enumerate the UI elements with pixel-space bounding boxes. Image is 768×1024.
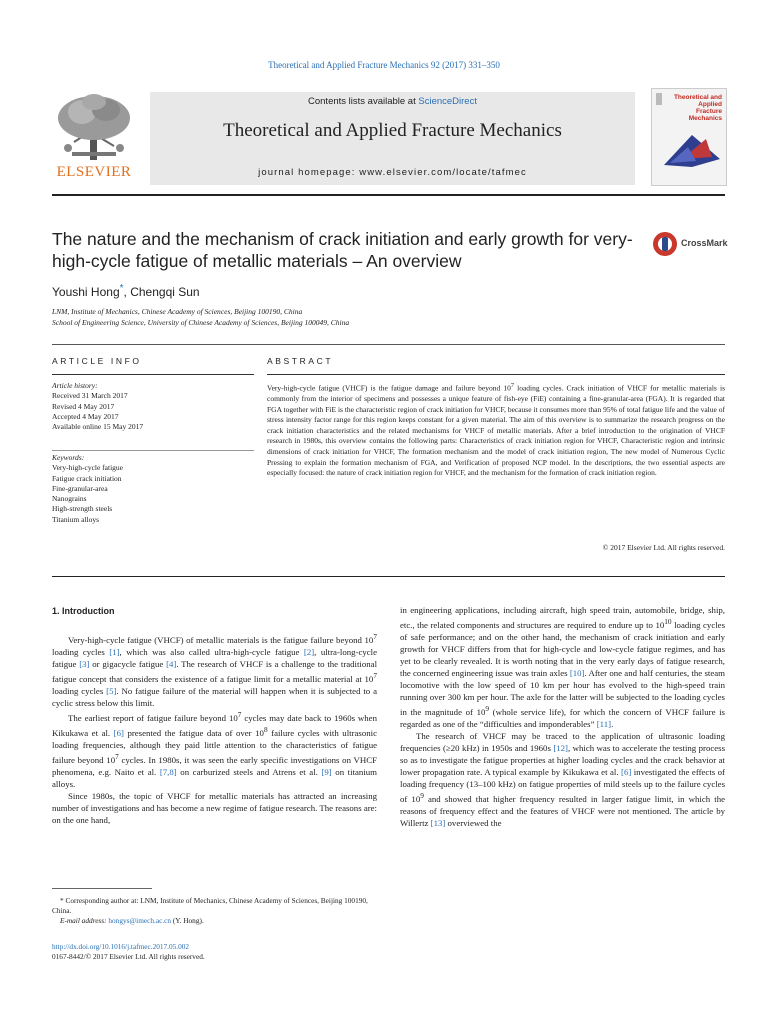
- title-rule: [52, 344, 725, 345]
- homepage-url[interactable]: www.elsevier.com/locate/tafmec: [359, 167, 527, 178]
- reference-link[interactable]: [3]: [79, 658, 90, 669]
- author-separator: ,: [123, 285, 131, 299]
- footnote-text: Corresponding author at: LNM, Institute of Mechanics, Chinese Academy of Sciences, Beijing 100190, China.: [52, 896, 368, 915]
- text-run: The research of VHCF may be traced to the application of ultrasonic loading frequencies (≥20 kHz) in 1950s and 1960s: [400, 730, 725, 753]
- history-item: Received 31 March 2017: [52, 391, 128, 401]
- text-run: , which was also called ultra-high-cycle fatigue: [119, 646, 304, 657]
- reference-link[interactable]: [6]: [621, 766, 632, 777]
- body-paragraph: [400, 730, 725, 829]
- cover-art: [662, 129, 722, 169]
- corresponding-author-mark[interactable]: *: [119, 283, 124, 294]
- front-matter-rule: [52, 576, 725, 577]
- journal-homepage: [150, 167, 635, 178]
- text-run: loading cycles: [52, 646, 110, 657]
- text-run: . The research of VHCF is a challenge to the traditional fatigue concept that considers the existence of a fatigue limit for a metallic material at 10: [52, 658, 378, 684]
- sciencedirect-link[interactable]: ScienceDirect: [418, 96, 477, 107]
- text-sup: 7: [115, 751, 119, 761]
- text-run: failure cycles with ultrasonic loading frequencies, although they paid little attention to the characteristics of fatigue failure beyond 10: [52, 727, 377, 765]
- history-item: Revised 4 May 2017: [52, 401, 115, 411]
- affiliation: School of Engineering Science, University of Chinese Academy of Sciences, Beijing 100049, China: [52, 318, 350, 327]
- elsevier-tree-logo[interactable]: [52, 92, 136, 169]
- text-run: Very-high-cycle fatigue (VHCF) of metallic materials is the fatigue failure beyond 10: [68, 634, 374, 645]
- keyword: Titanium alloys: [52, 514, 100, 524]
- keyword: Nanograins: [52, 494, 87, 504]
- cover-marker: [656, 93, 662, 105]
- footnote: [52, 896, 380, 926]
- footnote-mark: *: [60, 896, 64, 905]
- text-run: presented the fatigue data of over 10: [123, 727, 264, 738]
- text-run: , which was to accelerate the testing process so as to investigate the fatigue properties at higher loading cycles and the crack behavior at lower propagation rate. A typical example by Kikukawa et al.: [400, 742, 725, 777]
- journal-citation[interactable]: Theoretical and Applied Fracture Mechanics 92 (2017) 331–350: [268, 60, 500, 70]
- article-info-heading: ARTICLE INFO: [52, 356, 142, 366]
- reference-link[interactable]: [10]: [569, 667, 585, 678]
- text-sup: 10: [664, 617, 672, 626]
- keywords-rule: [52, 450, 254, 451]
- contents-prefix: Contents lists available at: [308, 96, 419, 107]
- text-run: , ultra-long-cycle fatigue: [52, 646, 378, 669]
- text-sup: 8: [263, 724, 268, 734]
- text-run: . No fatigue failure of the material will happen when it is subjected to a cyclic stress below this limit.: [52, 685, 378, 708]
- body-paragraph: [400, 604, 725, 730]
- issn-line: 0167-8442/© 2017 Elsevier Ltd. All rights reserved.: [52, 952, 205, 961]
- text-run: investigated the effects of loading frequency (13–100 kHz) on fatigue properties of mild steels up to the failure cycles of 10: [400, 766, 725, 804]
- abstract-sup: 7: [510, 382, 514, 389]
- text-run: loading cycles of safe performance; and on the other hand, the mechanism of crack initiation and early growth for VHCF differs from that for high-cycle and low-cycle fatigue regimes, and has yet to be clearly revealed. It is worth noting that in the very early days of fatigue research, the concerned engineering issue was train axles: [400, 619, 726, 678]
- text-sup: 7: [373, 632, 377, 641]
- body-column-left: [52, 631, 377, 826]
- header-rule: [52, 194, 725, 196]
- contents-line: [150, 96, 635, 107]
- reference-link[interactable]: [12]: [553, 742, 568, 753]
- doi-block: [52, 942, 205, 962]
- reference-link[interactable]: [6]: [113, 727, 124, 738]
- abstract-copyright: © 2017 Elsevier Ltd. All rights reserved.: [602, 543, 725, 552]
- text-sup: 7: [237, 709, 242, 719]
- history-item: Available online 15 May 2017: [52, 422, 144, 432]
- crossmark-label[interactable]: CrossMark: [681, 238, 728, 248]
- reference-link[interactable]: [4]: [166, 658, 177, 669]
- footnote-rule: [52, 888, 152, 889]
- text-run: cycles. In 1980s, it was seen the early specific investigations on VHCF phenomena, e.g. Naito et al.: [52, 754, 377, 777]
- reference-link[interactable]: [1]: [109, 646, 120, 657]
- body-paragraph: Since 1980s, the topic of VHCF for metallic materials has attracted an increasing number of investigations and has become a new regime of fatigue research. The reasons are: on the one hand,: [52, 790, 377, 825]
- author-name: Chengqi Sun: [130, 285, 200, 299]
- history-item: Accepted 4 May 2017: [52, 411, 119, 421]
- body-paragraph: [52, 631, 377, 709]
- text-sup: 9: [485, 703, 490, 713]
- abstract-part: loading cycles. Crack initiation of VHCF for metallic materials is commonly from the interior of specimens and possesses a unique feature of fish-eye (FiE) containing a fine-granular-area (FGA). It is regarded that FGA together with FiE is the characteristic region of crack initiation for VHCF, because it consumes more than 95% of total fatigue life and the value of stress intensity factor range for this region keeps constant for a given material. The aim of this overview is to summarize the research progress on the crack initiation characteristics and the related mechanisms for VHCF of metallic materials. After a brief introduction to the origination of VHCF research in 1980s, this overview contains the following parts: Characteristics of crack initiation region for VHCF, Characteristic region and intrinsic dimensions of crack initiation for VHCF, The formation mechanism and the model of crack initiation region, The new model of Numerous Cyclic Pressing to explain the formation mechanism of FGA, and Verification of proposed NCP model. In the descriptions, the two essential aspects are especially focused: the nature of crack initiation region for VHCF, and the mechanism for the formation of crack initiation region.: [267, 383, 725, 478]
- keyword: High-strength steels: [52, 504, 113, 514]
- affiliation: LNM, Institute of Mechanics, Chinese Academy of Sciences, Beijing 100190, China: [52, 307, 303, 316]
- abstract-heading: ABSTRACT: [267, 356, 334, 366]
- keyword: Fatigue crack initiation: [52, 473, 122, 483]
- text-run: overviewed the: [445, 817, 502, 828]
- article-history: [52, 381, 143, 432]
- text-run: .: [611, 718, 614, 729]
- text-sup: 9: [420, 790, 424, 800]
- author-list: [52, 283, 200, 299]
- reference-link[interactable]: [7,8]: [159, 766, 177, 777]
- reference-link[interactable]: [13]: [430, 817, 446, 828]
- journal-title: Theoretical and Applied Fracture Mechanics: [223, 120, 562, 141]
- crossmark-icon[interactable]: [652, 231, 678, 262]
- email-suffix: (Y. Hong).: [171, 916, 204, 925]
- abstract-rule: [267, 374, 725, 375]
- email-line: [52, 916, 380, 926]
- email-link[interactable]: hongys@imech.ac.cn: [108, 916, 172, 925]
- text-run: on carburized steels and Atrens et al.: [176, 766, 322, 777]
- homepage-label: journal homepage:: [258, 167, 360, 178]
- keyword: Fine-granular-area: [52, 483, 108, 493]
- keywords: [52, 453, 123, 525]
- text-run: in engineering applications, including aircraft, high speed train, automobile, bridge, ship, etc., the related components and structures are required to endure up to 10: [400, 605, 725, 630]
- text-run: or gigacycle fatigue: [89, 658, 167, 669]
- journal-cover-thumbnail[interactable]: [651, 88, 727, 186]
- abstract-part: Very-high-cycle fatigue (VHCF) is the fatigue damage and failure beyond 10: [267, 383, 511, 393]
- text-run: The earliest report of fatigue failure beyond 10: [68, 712, 238, 723]
- body-column-right: [400, 604, 725, 829]
- keyword: Very-high-cycle fatigue: [52, 463, 124, 473]
- body-paragraph: [52, 709, 377, 790]
- cover-title: Theoretical and Applied Fracture Mechanics: [673, 94, 722, 122]
- reference-link[interactable]: [11]: [596, 718, 612, 729]
- reference-link[interactable]: [5]: [106, 685, 117, 696]
- text-run: cycles may date back to 1960s when Kikukawa et al.: [52, 712, 377, 738]
- text-run: loading cycles: [52, 685, 107, 696]
- corresponding-author-note: [52, 896, 380, 916]
- article-title: The nature and the mechanism of crack initiation and early growth for very-high-cycle fatigue of metallic materials – An overview: [52, 229, 633, 271]
- text-run: and showed that higher frequency resulted in larger fatigue limit, in which the reasons of frequency effect and the features of VHCF were not mentioned. The article by Willertz: [400, 793, 725, 828]
- text-run: on titanium alloys.: [52, 766, 377, 789]
- reference-link[interactable]: [9]: [321, 766, 332, 777]
- abstract-text: [267, 381, 725, 479]
- text-run: . After one and half centuries, the steam locomotive with the low speed of 10 km per hour has evolved to the high-speed train running over 300 km per hour. The axle for the latter will be subjected to the loading cycles in the magnitude of 10: [400, 667, 725, 717]
- info-rule: [52, 374, 254, 375]
- text-run: (whole service life), for which the concern of VHCF failure is regarded as one of the “difficulties and imponderables”: [400, 706, 725, 729]
- author-name: Youshi Hong: [52, 285, 120, 299]
- email-label: E-mail address:: [60, 916, 109, 925]
- elsevier-wordmark[interactable]: ELSEVIER: [56, 164, 132, 180]
- text-sup: 7: [373, 670, 377, 680]
- doi-link[interactable]: http://dx.doi.org/10.1016/j.tafmec.2017.05.002: [52, 942, 190, 951]
- reference-link[interactable]: [2]: [303, 646, 315, 657]
- history-label: Article history:: [52, 381, 98, 390]
- keywords-label: Keywords:: [52, 453, 85, 462]
- section-heading: 1. Introduction: [52, 606, 115, 616]
